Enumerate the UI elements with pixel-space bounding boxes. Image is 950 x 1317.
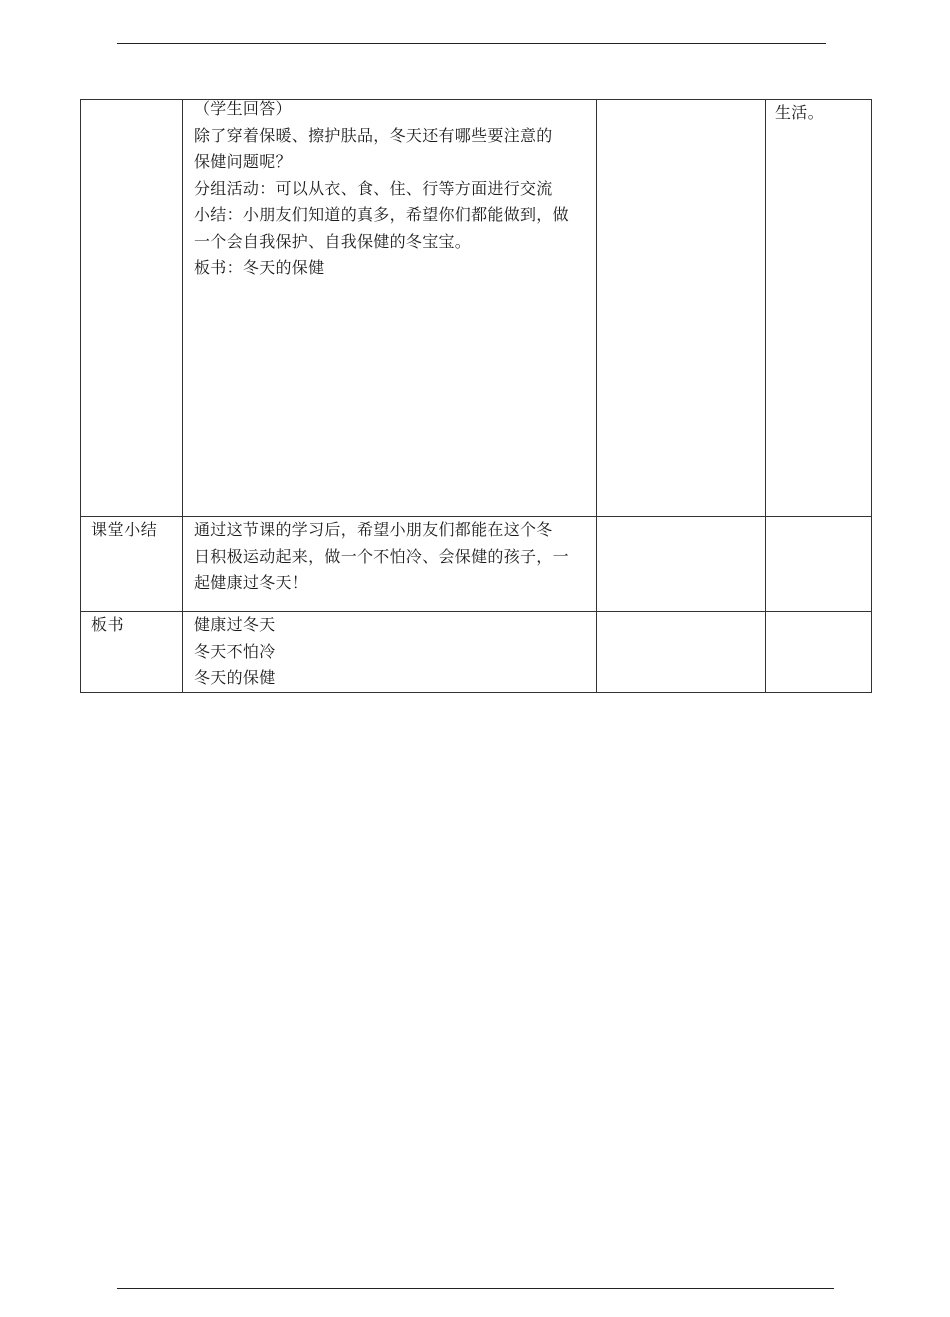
row-label-cell bbox=[81, 612, 183, 693]
student-activity-cell bbox=[597, 517, 766, 612]
content-line: 冬天的保健 bbox=[194, 668, 276, 687]
content-line: 分组活动：可以从衣、食、住、行等方面进行交流 bbox=[194, 178, 553, 198]
row-label-cell bbox=[81, 100, 183, 517]
content-line: 冬天不怕冷 bbox=[194, 641, 276, 661]
content-line: 一个会自我保护、自我保健的冬宝宝。 bbox=[194, 231, 472, 251]
table-row bbox=[81, 517, 872, 612]
student-activity-cell bbox=[597, 612, 766, 693]
student-activity-cell bbox=[597, 100, 766, 517]
content-line: 日积极运动起来，做一个不怕冷、会保健的孩子，一 bbox=[194, 546, 569, 566]
content-line: 小结：小朋友们知道的真多，希望你们都能做到，做 bbox=[194, 205, 569, 224]
cell-text: 生活。 bbox=[775, 103, 824, 122]
design-intent-cell bbox=[766, 612, 872, 693]
design-intent-cell bbox=[766, 100, 872, 517]
table-row bbox=[81, 100, 872, 517]
content-line: （学生回答） bbox=[194, 99, 292, 118]
row-label: 课堂小结 bbox=[91, 520, 158, 539]
content-cell bbox=[183, 100, 597, 517]
header-rule bbox=[117, 43, 826, 44]
content-line: 起健康过冬天！ bbox=[194, 573, 309, 592]
content-cell bbox=[183, 517, 597, 612]
content-line: 通过这节课的学习后，希望小朋友们都能在这个冬 bbox=[194, 520, 553, 539]
content-line: 健康过冬天 bbox=[194, 615, 276, 634]
footer-rule bbox=[117, 1288, 834, 1289]
content-line: 保健问题呢？ bbox=[194, 152, 292, 171]
content-cell bbox=[183, 612, 597, 693]
design-intent-cell bbox=[766, 517, 872, 612]
content-line: 除了穿着保暖、擦护肤品，冬天还有哪些要注意的 bbox=[194, 125, 553, 145]
table-row bbox=[81, 612, 872, 693]
lesson-plan-table bbox=[80, 99, 872, 693]
content-line: 板书：冬天的保健 bbox=[194, 258, 325, 277]
row-label-cell bbox=[81, 517, 183, 612]
row-label: 板书 bbox=[91, 615, 125, 634]
